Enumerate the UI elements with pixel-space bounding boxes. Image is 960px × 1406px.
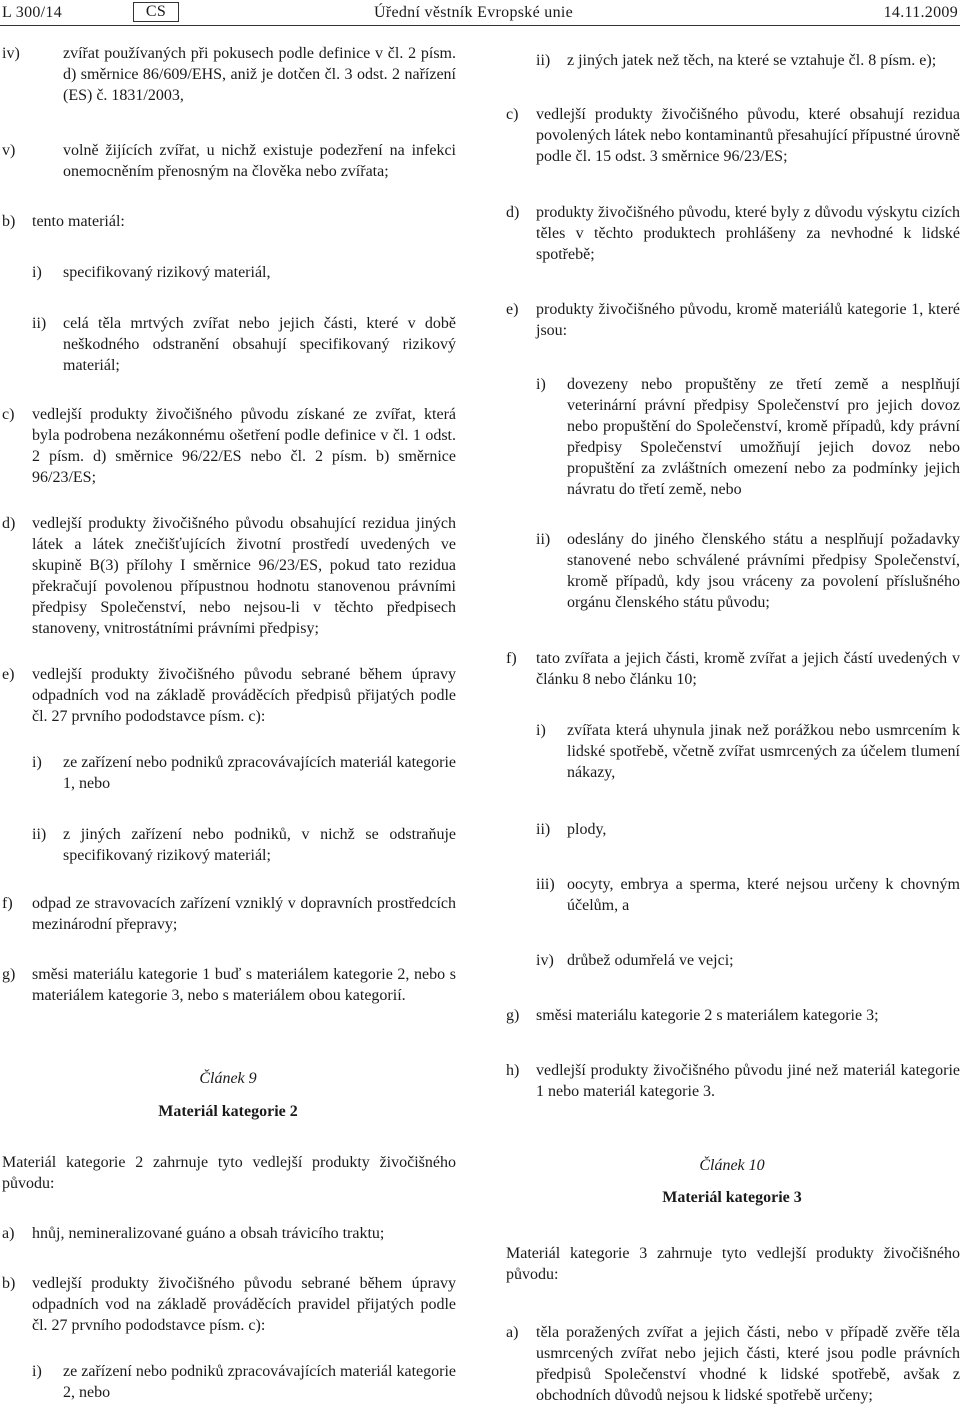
item-text: směsi materiálu kategorie 1 buď s materiálem kategorie 2, nebo s materiálem kategorie 3, nebo s materiálem obou kategorií. <box>32 966 456 1004</box>
item-label: a) <box>2 1225 15 1242</box>
item-label: d) <box>506 204 520 221</box>
item-label: g) <box>2 966 16 983</box>
item-label: e) <box>506 301 519 318</box>
item-label: b) <box>2 1275 16 1292</box>
item-text: těla poražených zvířat a jejich části, nebo v případě zvěře těla usmrcených zvířat nebo jejich části, které jsou podle právních předpisů Společenství vhodné k lidské spotřebě, avšak z obchodních důvodů nejsou k lidské spotřebě určeny; <box>536 1324 960 1404</box>
item-label: a) <box>506 1324 519 1341</box>
item-text: vedlejší produkty živočišného původu jiné než materiál kategorie 1 nebo materiál kategorie 3. <box>536 1062 960 1100</box>
language-code-box: CS <box>133 2 179 22</box>
item-text: oocyty, embrya a sperma, které nejsou určeny k chovným účelům, a <box>567 876 960 914</box>
page-number: L 300/14 <box>2 4 63 21</box>
item-label: i) <box>32 754 42 771</box>
item-text: hnůj, nemineralizované guáno a obsah trávicího traktu; <box>32 1225 385 1242</box>
item-label: ii) <box>536 531 551 548</box>
item-label: i) <box>536 376 546 393</box>
item-label: v) <box>2 142 16 159</box>
item-label: d) <box>2 515 16 532</box>
item-label: h) <box>506 1062 520 1079</box>
item-text: směsi materiálu kategorie 2 s materiálem kategorie 3; <box>536 1007 879 1024</box>
item-text: produkty živočišného původu, kromě materiálů kategorie 1, které jsou: <box>536 301 960 339</box>
item-text: zvířat používaných při pokusech podle definice v čl. 2 písm. d) směrnice 86/609/EHS, aniž je dotčen čl. 3 odst. 2 nařízení (ES) č. 1831/2003, <box>63 45 456 104</box>
article-title: Materiál kategorie 2 <box>158 1103 298 1120</box>
article-number: Článek 9 <box>199 1070 257 1087</box>
item-label: ii) <box>32 315 47 332</box>
item-text: vedlejší produkty živočišného původu sebrané během úpravy odpadních vod na základě prováděcích pravidel přijatých podle čl. 27 prvního pododstavce písm. c): <box>32 1275 456 1334</box>
item-text: dovezeny nebo propuštěny ze třetí země a nesplňují veterinární právní předpisy Společenství pro jejich dovoz nebo propuštění do Společenství, kromě případů, kdy právní předpisy Společenství umožňují jejich dovoz nebo propuštění za zvláštních omezení nebo za podmínky jejich návratu do třetí země, nebo <box>567 376 960 498</box>
item-label: f) <box>2 895 13 912</box>
item-text: z jiných zařízení nebo podniků, v nichž se odstraňuje specifikovaný rizikový materiál; <box>63 826 456 864</box>
page-header <box>0 0 960 26</box>
item-text: volně žijících zvířat, u nichž existuje podezření na infekci onemocněním přenosným na člověka nebo zvířata; <box>63 142 456 180</box>
item-text: specifikovaný rizikový materiál, <box>63 264 271 281</box>
item-label: iv) <box>2 45 20 62</box>
item-text: vedlejší produkty živočišného původu, které obsahují rezidua povolených látek nebo kontaminantů přesahující přípustné úrovně podle čl. 15 odst. 3 směrnice 96/23/ES; <box>536 106 960 165</box>
item-text: ze zařízení nebo podniků zpracovávajících materiál kategorie 2, nebo <box>63 1363 456 1401</box>
item-text: tato zvířata a jejich části, kromě zvířat a jejich částí uvedených v článku 8 nebo článku 10; <box>536 650 960 688</box>
item-text: vedlejší produkty živočišného původu sebrané během úpravy odpadních vod na základě prováděcích předpisů přijatých podle čl. 27 prvního pododstavce písm. c): <box>32 666 456 725</box>
item-text: zvířata která uhynula jinak než porážkou nebo usmrcením k lidské spotřebě, včetně zvířat usmrcených za účelem tlumení nákazy, <box>567 722 960 781</box>
item-label: ii) <box>32 826 47 843</box>
item-text: celá těla mrtvých zvířat nebo jejich části, které v době neškodného odstranění obsahují specifikovaný rizikový materiál; <box>63 315 456 374</box>
article-intro: Materiál kategorie 2 zahrnuje tyto vedlejší produkty živočišného původu: <box>2 1154 456 1192</box>
item-label: iv) <box>536 952 554 969</box>
item-text: drůbež odumřelá ve vejci; <box>567 952 734 969</box>
item-label: f) <box>506 650 517 667</box>
item-label: ii) <box>536 821 551 838</box>
item-text: plody, <box>567 821 607 838</box>
item-text: z jiných jatek než těch, na které se vztahuje čl. 8 písm. e); <box>567 52 937 69</box>
item-label: iii) <box>536 876 555 893</box>
header-rule <box>0 25 960 26</box>
article-title: Materiál kategorie 3 <box>662 1189 802 1206</box>
item-text: odpad ze stravovacích zařízení vzniklý v dopravních prostředcích mezinárodní přepravy; <box>32 895 456 933</box>
item-label: ii) <box>536 52 551 69</box>
item-label: i) <box>32 1363 42 1380</box>
article-intro: Materiál kategorie 3 zahrnuje tyto vedlejší produkty živočišného původu: <box>506 1245 960 1283</box>
item-text: tento materiál: <box>32 213 125 230</box>
item-label: i) <box>536 722 546 739</box>
publication-date: 14.11.2009 <box>883 4 958 21</box>
item-label: g) <box>506 1007 520 1024</box>
item-label: e) <box>2 666 15 683</box>
item-text: odeslány do jiného členského státu a nesplňují požadavky stanovené nebo schválené právními předpisy Společenství, kromě případů, kdy jsou vráceny za povolení příslušného orgánu členského státu původu; <box>567 531 960 611</box>
item-label: c) <box>2 406 15 423</box>
item-text: ze zařízení nebo podniků zpracovávajících materiál kategorie 1, nebo <box>63 754 456 792</box>
item-text: vedlejší produkty živočišného původu obsahující rezidua jiných látek a látek znečišťujících životní prostředí uvedených ve skupině B(3) přílohy I směrnice 96/23/ES, pokud tato rezidua překračují povolenou přípustnou hodnotu stanovenou právními předpisy Společenství, nebo nejsou-li v těchto předpisech stanoveny, vnitrostátními právními předpisy; <box>32 515 456 637</box>
article-number: Článek 10 <box>699 1157 765 1174</box>
item-text: vedlejší produkty živočišného původu získané ze zvířat, která byla podrobena nezákonnému ošetření podle definice v čl. 1 odst. 2 písm. d) směrnice 96/22/ES nebo čl. 2 písm. b) směrnice 96/23/ES; <box>32 406 456 486</box>
journal-title: Úřední věstník Evropské unie <box>374 4 574 21</box>
item-label: i) <box>32 264 42 281</box>
item-text: produkty živočišného původu, které byly z důvodu výskytu cizích těles v těchto produktech prohlášeny za nevhodné k lidské spotřebě; <box>536 204 960 263</box>
item-label: b) <box>2 213 16 230</box>
item-label: c) <box>506 106 519 123</box>
